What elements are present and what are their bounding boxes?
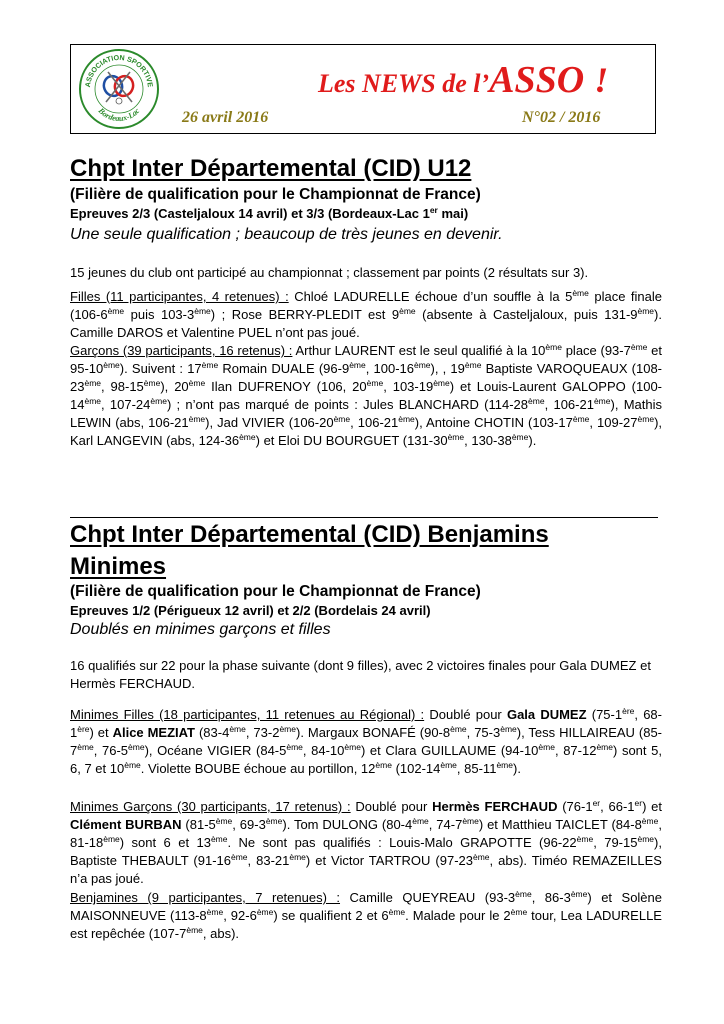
club-logo xyxy=(78,48,160,130)
minimes-filles xyxy=(70,706,662,778)
section1-garcons xyxy=(70,342,662,450)
section1-filles xyxy=(70,288,662,342)
section1-title: Chpt Inter Départemental (CID) U12 xyxy=(70,155,472,182)
section1-subtitle: (Filière de qualification pour le Championnat de France) xyxy=(70,186,481,203)
logo-text-top: ASSOCIATION SPORTIVE xyxy=(82,52,155,88)
title-prefix: Les NEWS de l’ xyxy=(318,69,490,98)
section2-summary: 16 qualifiés sur 22 pour la phase suivante (dont 9 filles), avec 2 victoires finales pour Gala DUMEZ et Hermès FERCHAUD. xyxy=(70,658,651,691)
benjamines-text: Camille QUEYREAU (93-3ème, 86-3ème) et Solène MAISONNEUVE (113-8ème, 92-6ème) se qualifient 2 et 6ème. Malade pour le 2ème tour, Lea LADURELLE est repêchée (107-7ème, abs). xyxy=(70,889,663,941)
minimes-filles-label: Minimes Filles (18 participantes, 11 retenues au Régional) : xyxy=(70,707,425,722)
filles-text: Chloé LADURELLE échoue d’un souffle à la 5ème place finale (106-6ème puis 103-3ème) ; Rose BERRY-PLEDIT est 9ème (absente à Casteljaloux, puis 131-9ème). Camille DAROS et Valentine PUEL n’ont pas joué. xyxy=(70,288,662,340)
logo-text-bottom: Bordeaux-Lac xyxy=(96,106,142,124)
issue-date: 26 avril 2016 xyxy=(182,109,269,126)
newsletter-title xyxy=(318,58,608,102)
minimes-filles-text: Doublé pour Gala DUMEZ (75-1ère, 68-1ère) et Alice MEZIAT (83-4ème, 73-2ème). Margaux BONAFÉ (90-8ème, 75-3ème), Tess HILLAIREAU (85-7ème, 76-5ème), Océane VIGIER (84-5ème, 84-10ème) et Clara GUILLAUME (94-10ème, 87-12ème) sont 5, 6, 7 et 10ème. Violette BOUBE échoue au portillon, 12ème (102-14ème, 85-11ème). xyxy=(70,706,663,776)
section2-title-line2: Minimes xyxy=(70,553,167,580)
benjamines-label: Benjamines (9 participantes, 7 retenues) : xyxy=(70,890,341,905)
section2-subtitle: (Filière de qualification pour le Championnat de France) xyxy=(70,583,481,600)
minimes-garcons-label: Minimes Garçons (30 participants, 17 retenus) : xyxy=(70,799,351,814)
section2-title-line1: Chpt Inter Départemental (CID) Benjamins xyxy=(70,521,549,548)
minimes-garcons xyxy=(70,798,662,888)
benjamines xyxy=(70,889,662,943)
section-divider xyxy=(70,517,658,518)
section1-summary: 15 jeunes du club ont participé au championnat ; classement par points (2 résultats sur 3). xyxy=(70,265,589,280)
section2-intro: Doublés en minimes garçons et filles xyxy=(70,621,331,638)
minimes-garcons-text: Doublé pour Hermès FERCHAUD (76-1er, 66-1er) et Clément BURBAN (81-5ème, 69-3ème). Tom DULONG (80-4ème, 74-7ème) et Matthieu TAICLET (84-8ème, 81-18ème) sont 6 et 13ème. Ne sont pas qualifiés : Louis-Malo GRAPOTTE (96-22ème, 79-15ème), Baptiste THEBAULT (91-16ème, 83-21ème) et Victor TARTROU (97-23ème, abs). Timéo REMAZEILLES n’a pas joué. xyxy=(70,798,662,886)
garcons-text: Arthur LAURENT est le seul qualifié à la 10ème place (93-7ème et 95-10ème). Suivent : 17ème Romain DUALE (96-9ème, 100-16ème), , 19ème Baptiste VAROQUEAUX (108-23ème, 98-15ème), 20ème Ilan DUFRENOY (106, 20ème, 103-19ème) et Louis-Laurent GALOPPO (100-14ème, 107-24ème) ; n’ont pas marqué de points : Jules BLANCHARD (114-28ème, 106-21ème), Mathis LEWIN (abs, 106-21ème), Jad VIVIER (106-20ème, 106-21ème), Antoine CHOTIN (103-17ème, 109-27ème), Karl LANGEVIN (abs, 124-36ème) et Eloi DU BOURGUET (131-30ème, 130-38ème). xyxy=(70,342,663,448)
issue-number: N°02 / 2016 xyxy=(522,109,601,126)
section2-epreuves: Epreuves 1/2 (Périgueux 12 avril) et 2/2 (Bordelais 24 avril) xyxy=(70,603,431,618)
title-bang: ! xyxy=(594,60,609,100)
filles-label: Filles (11 participantes, 4 retenues) : xyxy=(70,289,289,304)
section1-intro: Une seule qualification ; beaucoup de très jeunes en devenir. xyxy=(70,226,503,243)
garcons-label: Garçons (39 participants, 16 retenus) : xyxy=(70,343,293,358)
section1-epreuves: Epreuves 2/3 (Casteljaloux 14 avril) et 3/3 (Bordeaux-Lac 1er mai) xyxy=(70,205,469,221)
title-asso: ASSO xyxy=(489,59,585,101)
